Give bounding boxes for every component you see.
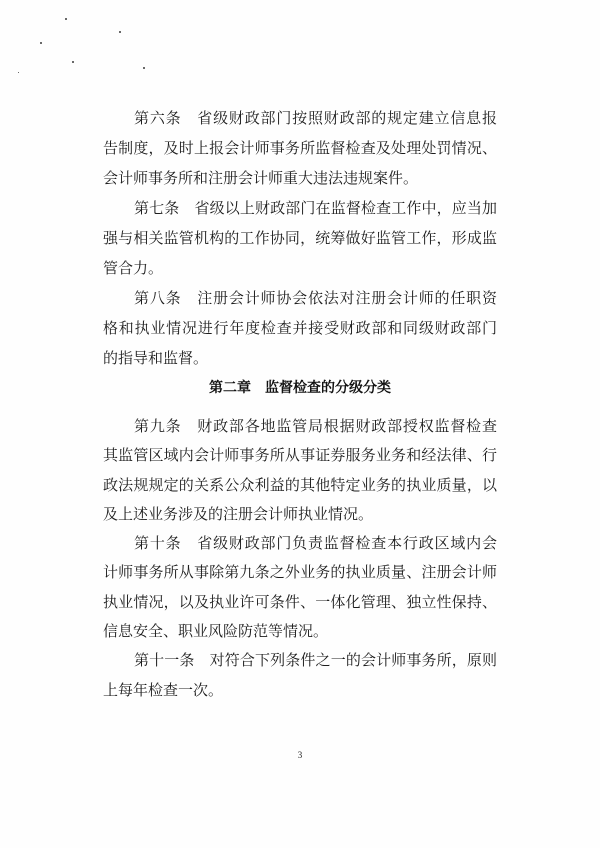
article-line: 第八条 注册会计师协会依法对注册会计师的任职资 (134, 289, 497, 307)
article-line: 第九条 财政部各地监管局根据财政部授权监督检查 (134, 417, 497, 435)
article-line: 第六条 省级财政部门按照财政部的规定建立信息报 (134, 109, 497, 127)
article-line: 信息安全、职业风险防范等情况。 (103, 622, 329, 641)
article-line: 第七条 省级以上财政部门在监督检查工作中，应当加 (134, 199, 497, 217)
scan-speck (65, 18, 67, 20)
scan-speck (18, 72, 19, 73)
article-line: 强与相关监管机构的工作协同，统筹做好监管工作，形成监 (103, 229, 497, 247)
article-9 (103, 412, 497, 529)
article-line: 告制度，及时上报会计师事务所监督检查及处理处罚情况、 (103, 139, 497, 157)
scan-speck (143, 67, 145, 69)
article-line: 政法规规定的关系公众利益的其他特定业务的执业质量，以 (103, 475, 497, 494)
article-8 (103, 283, 497, 373)
articles-section (103, 103, 497, 373)
chapter-heading: 第二章 监督检查的分级分类 (209, 380, 391, 396)
article-line: 计师事务所从事除第九条之外业务的执业质量、注册会计师 (103, 563, 497, 582)
article-line: 其监管区域内会计师事务所从事证券服务业务和经法律、行 (103, 446, 497, 465)
chapter-articles-section (103, 412, 497, 705)
scan-speck (119, 31, 121, 33)
article-11 (103, 646, 497, 705)
article-line: 第十条 省级财政部门负责监督检查本行政区域内会 (134, 534, 497, 553)
scan-speck (40, 42, 42, 44)
article-line: 管合力。 (103, 259, 164, 277)
article-line: 及上述业务涉及的注册会计师执业情况。 (103, 504, 374, 523)
article-line: 上每年检查一次。 (103, 680, 224, 699)
article-line: 第十一条 对符合下列条件之一的会计师事务所，原则 (134, 651, 497, 670)
article-10 (103, 529, 497, 646)
article-line: 会计师事务所和注册会计师重大违法违规案件。 (103, 169, 419, 187)
article-6 (103, 103, 497, 193)
scan-speck (72, 61, 74, 63)
article-line: 执业情况，以及执业许可条件、一体化管理、独立性保持、 (103, 592, 497, 611)
article-7 (103, 193, 497, 283)
page-number: 3 (297, 750, 303, 760)
article-line: 的指导和监督。 (103, 349, 209, 367)
article-line: 格和执业情况进行年度检查并接受财政部和同级财政部门 (103, 319, 497, 337)
